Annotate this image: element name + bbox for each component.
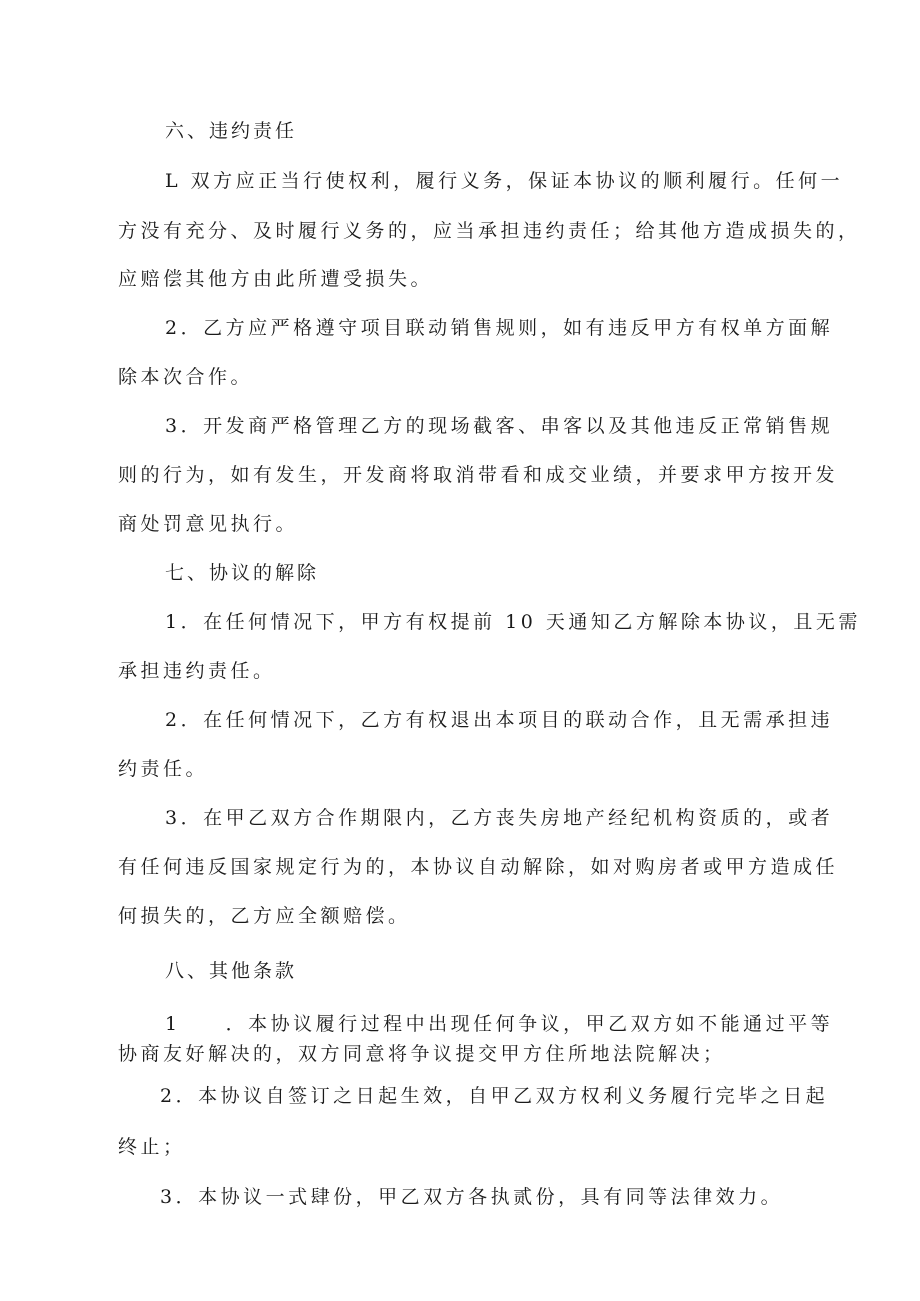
clause-7-2-line-2: 约责任。 bbox=[118, 758, 209, 780]
clause-6-3-line-3: 商处罚意见执行。 bbox=[118, 513, 299, 535]
clause-7-1-line-1: 1．在任何情况下，甲方有权提前 10 天通知乙方解除本协议，且无需 bbox=[165, 611, 861, 633]
clause-7-1-line-2: 承担违约责任。 bbox=[118, 660, 276, 682]
clause-7-3-line-1: 3．在甲乙双方合作期限内，乙方丧失房地产经纪机构资质的，或者 bbox=[165, 807, 834, 829]
clause-6-2-line-1: 2．乙方应严格遵守项目联动销售规则，如有违反甲方有权单方面解 bbox=[165, 317, 834, 339]
clause-6-3-line-2: 则的行为，如有发生，开发商将取消带看和成交业绩，并要求甲方按开发 bbox=[118, 464, 839, 486]
clause-8-2-line-2: 终止； bbox=[118, 1136, 186, 1158]
clause-6-1-line-3: 应赔偿其他方由此所遭受损失。 bbox=[118, 268, 434, 290]
section-heading-7: 七、协议的解除 bbox=[165, 562, 320, 584]
clause-7-2-line-1: 2．在任何情况下，乙方有权退出本项目的联动合作，且无需承担违 bbox=[165, 709, 834, 731]
clause-6-3-line-1: 3．开发商严格管理乙方的现场截客、串客以及其他违反正常销售规 bbox=[165, 415, 834, 437]
clause-8-2-line-1: 2．本协议自签订之日起生效，自甲乙双方权利义务履行完毕之日起 bbox=[160, 1085, 829, 1107]
clause-8-1-line-1: 1 ．本协议履行过程中出现任何争议，甲乙双方如不能通过平等 bbox=[165, 1013, 834, 1035]
clause-7-3-line-3: 何损失的，乙方应全额赔偿。 bbox=[118, 905, 411, 927]
section-heading-6: 六、违约责任 bbox=[165, 120, 298, 142]
clause-8-3-line-1: 3．本协议一式肆份，甲乙双方各执贰份，具有同等法律效力。 bbox=[160, 1186, 784, 1208]
clause-6-1-line-2: 方没有充分、及时履行义务的，应当承担违约责任；给其他方造成损失的， bbox=[118, 220, 861, 242]
section-heading-8: 八、其他条款 bbox=[165, 960, 298, 982]
clause-6-1-line-1: L 双方应正当行使权利，履行义务，保证本协议的顺利履行。任何一 bbox=[165, 170, 844, 192]
clause-6-2-line-2: 除本次合作。 bbox=[118, 366, 254, 388]
clause-7-3-line-2: 有任何违反国家规定行为的，本协议自动解除，如对购房者或甲方造成任 bbox=[118, 856, 839, 878]
clause-8-1-line-2: 协商友好解决的，双方同意将争议提交甲方住所地法院解决； bbox=[118, 1043, 726, 1065]
